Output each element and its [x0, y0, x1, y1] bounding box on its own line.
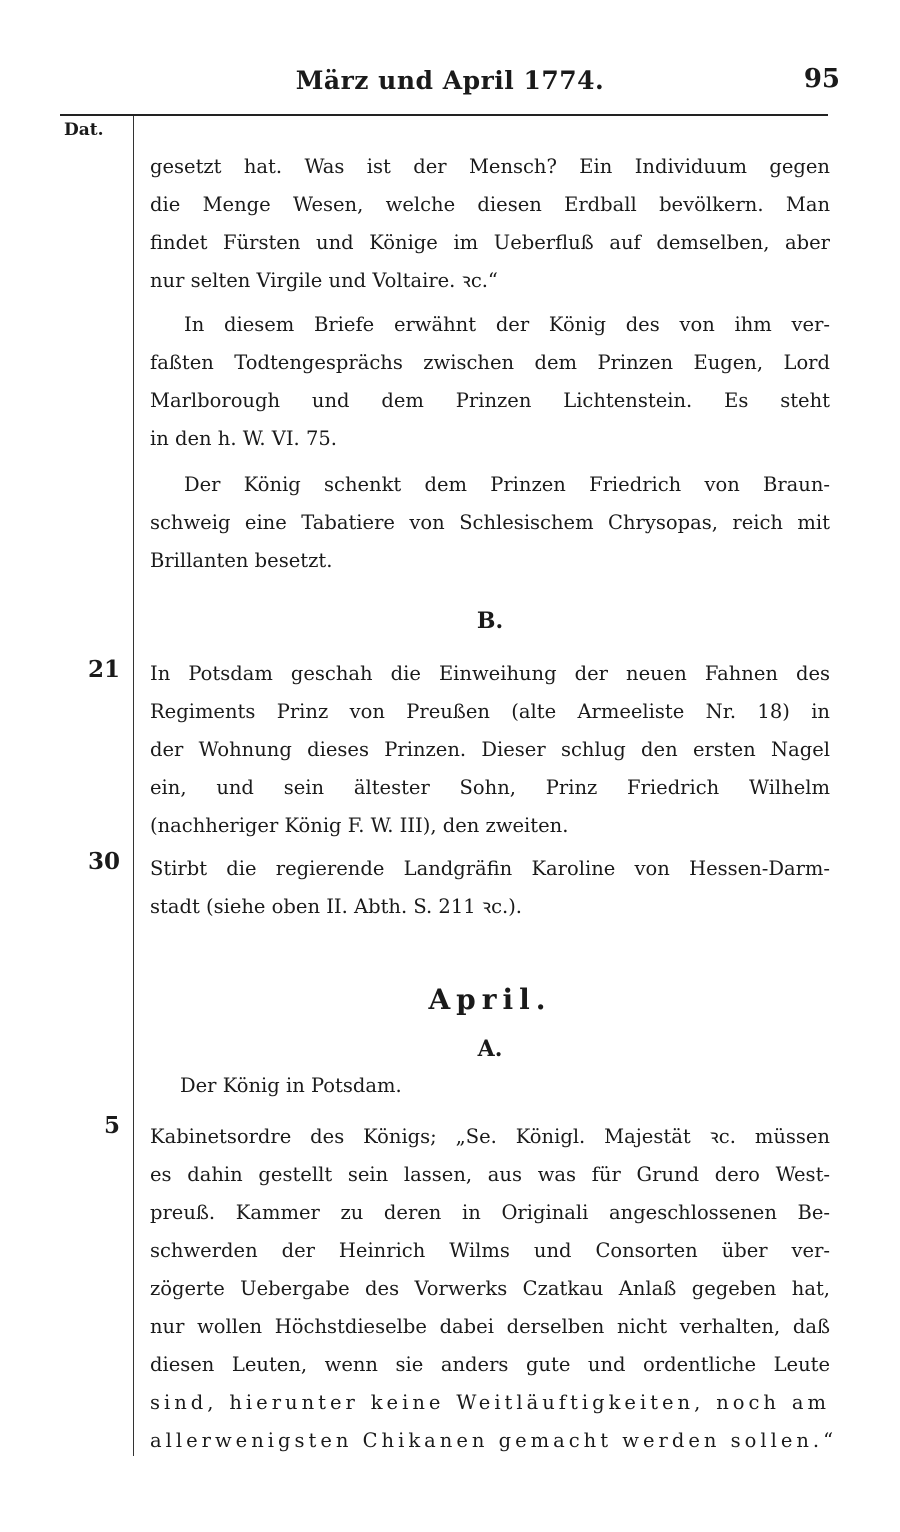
- text-line: schweig eine Tabatiere von Schlesischem Chrysopas, reich mit: [150, 511, 830, 534]
- text-line: diesen Leuten, wenn sie anders gute und ordentliche Leute: [150, 1353, 830, 1376]
- text-line: die Menge Wesen, welche diesen Erdball bevölkern. Man: [150, 193, 830, 216]
- text-line: Kabinetsordre des Königs; „Se. Königl. Majestät ꝛc. müssen: [150, 1125, 830, 1148]
- text-line: Brillanten besetzt.: [150, 549, 333, 572]
- date-column-rule: [133, 116, 134, 1456]
- text-line: Regiments Prinz von Preußen (alte Armeeliste Nr. 18) in: [150, 700, 830, 723]
- entry-date-5: 5: [103, 1112, 120, 1139]
- entry-date-30: 30: [87, 848, 120, 875]
- text-line: Stirbt die regierende Landgräfin Karoline von Hessen-Darm-: [150, 857, 830, 880]
- entry-21-text: [150, 655, 830, 845]
- text-line: sind, hierunter keine Weitläuftigkeiten, noch am: [150, 1391, 830, 1414]
- text-line: faßten Todtengesprächs zwischen dem Prinzen Eugen, Lord: [150, 351, 830, 374]
- text-line: ein, und sein ältester Sohn, Prinz Friedrich Wilhelm: [150, 776, 830, 799]
- text-line: in den h. W. VI. 75.: [150, 427, 337, 450]
- paragraph-letter-quote: [150, 148, 830, 300]
- text-line: nur selten Virgile und Voltaire. ꝛc.“: [150, 269, 498, 292]
- text-line: findet Fürsten und Könige im Ueberfluß auf demselben, aber: [150, 231, 830, 254]
- text-line: Marlborough und dem Prinzen Lichtenstein. Es steht: [150, 389, 830, 412]
- location-subheading: Der König in Potsdam.: [180, 1074, 402, 1097]
- text-line: zögerte Uebergabe des Vorwerks Czatkau Anlaß gegeben hat,: [150, 1277, 830, 1300]
- text-line: preuß. Kammer zu deren in Originali angeschlossenen Be-: [150, 1201, 830, 1224]
- text-line: In diesem Briefe erwähnt der König des von ihm ver-: [184, 313, 830, 336]
- text-line: es dahin gestellt sein lassen, aus was für Grund dero West-: [150, 1163, 830, 1186]
- text-line: In Potsdam geschah die Einweihung der neuen Fahnen des: [150, 662, 830, 685]
- text-line: schwerden der Heinrich Wilms und Consorten über ver-: [150, 1239, 830, 1262]
- text-line: der Wohnung dieses Prinzen. Dieser schlug den ersten Nagel: [150, 738, 830, 761]
- date-column-label: Dat.: [64, 120, 104, 140]
- running-header-title: März und April 1774.: [295, 66, 605, 95]
- text-line: allerwenigsten Chikanen gemacht werden sollen.“: [150, 1429, 838, 1452]
- text-line: nur wollen Höchstdieselbe dabei derselben nicht verhalten, daß: [150, 1315, 830, 1338]
- paragraph-tabatiere: [150, 466, 830, 580]
- month-heading-april: April.: [428, 983, 552, 1016]
- page-number: 95: [803, 64, 840, 94]
- section-heading-b: B.: [476, 608, 504, 634]
- section-heading-a: A.: [477, 1036, 503, 1062]
- text-line: gesetzt hat. Was ist der Mensch? Ein Individuum gegen: [150, 155, 830, 178]
- text-line: Der König schenkt dem Prinzen Friedrich von Braun-: [184, 473, 830, 496]
- entry-date-21: 21: [87, 656, 120, 683]
- paragraph-letter-note: [150, 306, 830, 458]
- header-rule: [60, 114, 828, 116]
- entry-5-text: [150, 1118, 838, 1460]
- text-line: stadt (siehe oben II. Abth. S. 211 ꝛc.).: [150, 895, 523, 918]
- entry-30-text: [150, 850, 830, 926]
- text-line: (nachheriger König F. W. III), den zweiten.: [150, 814, 569, 837]
